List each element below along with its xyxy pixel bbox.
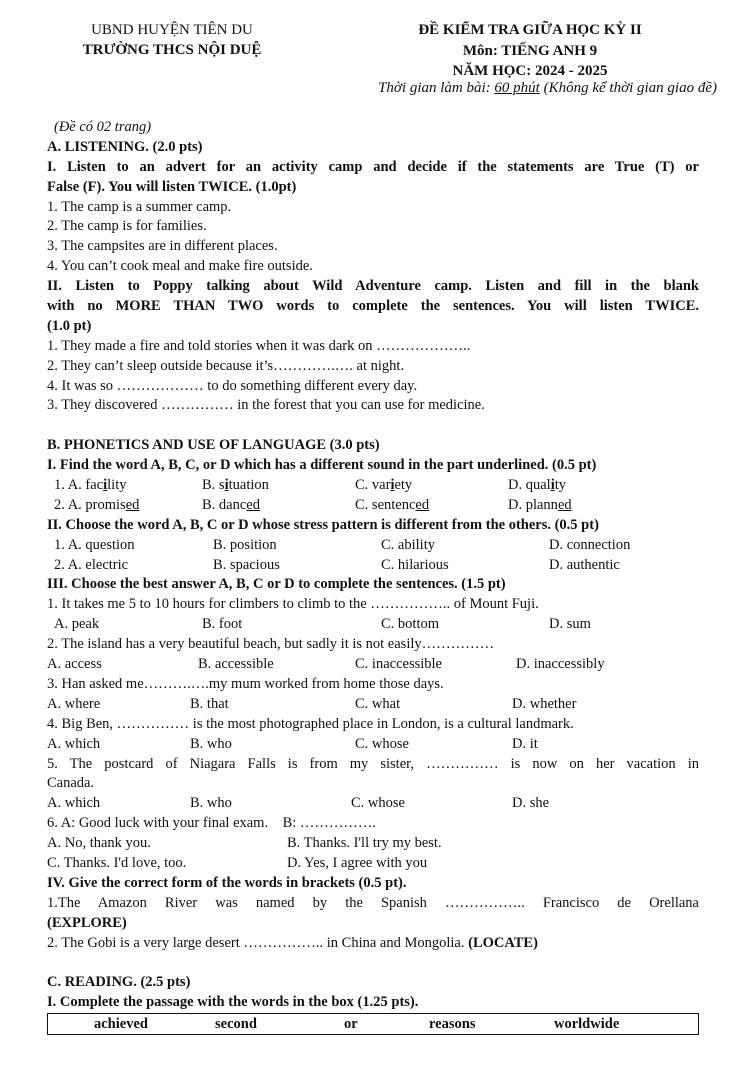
option-a: 2. A. promised <box>54 496 140 513</box>
option-c: C. sentenced <box>355 496 430 513</box>
option-c: C. ability <box>381 536 435 553</box>
district-name: UBND HUYỆN TIÊN DU <box>91 22 253 38</box>
listening-part2-title-a: II. Listen to Poppy talking about Wild Adventure camp. Listen and fill in the blank <box>47 278 699 295</box>
section-listening-title: A. LISTENING. (2.0 pts) <box>47 138 203 155</box>
question-options <box>47 476 699 496</box>
page-note: (Đề có 02 trang) <box>54 119 152 135</box>
question-text: 5. The postcard of Niagara Falls is from my sister, …………… is now on her vacation in <box>47 755 699 772</box>
question-options <box>47 496 699 516</box>
option-a: 1. A. facility <box>54 477 127 494</box>
list-item: 1. They made a fire and told stories when it was dark on ……………….. <box>47 337 471 354</box>
school-year: NĂM HỌC: 2024 - 2025 <box>452 63 608 79</box>
word-box <box>47 1013 699 1035</box>
section-phonetics-title: B. PHONETICS AND USE OF LANGUAGE (3.0 pts) <box>47 437 380 454</box>
question-options <box>47 655 699 675</box>
option-c: C. whose <box>355 735 409 752</box>
option-a: 1. A. question <box>54 536 135 553</box>
list-item: 3. They discovered …………… in the forest that you can use for medicine. <box>47 397 485 414</box>
question-text: 3. Han asked me……….….my mum worked from home those days. <box>47 675 444 692</box>
option-c: C. inaccessible <box>355 656 442 673</box>
header-left <box>62 20 282 60</box>
option-b: B. that <box>190 695 229 712</box>
question-text: Canada. <box>47 775 95 792</box>
listening-part1-title-a: I. Listen to an advert for an activity camp and decide if the statements are True (T) or <box>47 158 699 175</box>
list-item: 3. The campsites are in different places. <box>47 238 278 255</box>
option-d: D. sum <box>549 616 591 633</box>
option-a: A. which <box>47 735 101 752</box>
word-hint: (EXPLORE) <box>47 914 127 931</box>
option-a: 2. A. electric <box>54 556 129 573</box>
option-a: A. which <box>47 795 101 812</box>
phonetics-part1-title: I. Find the word A, B, C, or D which has a different sound in the part underlined. (0.5 pt) <box>47 457 597 474</box>
option-b: B. spacious <box>213 556 280 573</box>
time-prefix: Thời gian làm bài: <box>378 80 495 96</box>
question-body: 2. The Gobi is a very large desert …………….. in China and Mongolia. <box>47 934 469 951</box>
box-word: or <box>344 1016 358 1033</box>
question-text: 4. Big Ben, …………… is the most photographed place in London, is a cultural landmark. <box>47 715 574 732</box>
option-a: A. access <box>47 656 102 673</box>
question-options <box>47 735 699 755</box>
option-a: A. peak <box>54 616 100 633</box>
listening-part2-title-b: with no MORE THAN TWO words to complete the sentences. You will listen TWICE. <box>47 298 699 315</box>
option-b: B. foot <box>202 616 243 633</box>
option-d: D. planned <box>508 496 572 513</box>
header-right <box>360 20 700 82</box>
list-item: 4. It was so ……………… to do something different every day. <box>47 377 418 394</box>
box-word: achieved <box>94 1016 148 1033</box>
exam-subject: Môn: TIẾNG ANH 9 <box>462 42 598 59</box>
question-text: 1. It takes me 5 to 10 hours for climbers to climb to the …………….. of Mount Fuji. <box>47 596 539 613</box>
option-c: C. hilarious <box>381 556 449 573</box>
option-c: C. variety <box>355 477 413 494</box>
option-b: B. who <box>190 795 232 812</box>
question-options <box>47 536 699 556</box>
option-d: D. Yes, I agree with you <box>287 854 428 871</box>
spacer <box>47 416 699 436</box>
option-b: B. who <box>190 735 232 752</box>
question-options <box>47 615 699 635</box>
question-options <box>47 854 699 874</box>
option-d: D. quality <box>508 477 566 494</box>
question-options <box>47 695 699 715</box>
option-a: A. No, thank you. <box>47 835 151 852</box>
spacer <box>47 953 699 973</box>
list-item: 2. The camp is for families. <box>47 218 207 235</box>
option-d: D. whether <box>512 695 577 712</box>
question-options <box>47 834 699 854</box>
option-d: D. authentic <box>549 556 620 573</box>
option-c: C. what <box>355 695 401 712</box>
exam-title: ĐỀ KIỂM TRA GIỮA HỌC KỲ II <box>418 22 642 38</box>
question-text: 2. The island has a very beautiful beach, but sadly it is not easily…………… <box>47 636 495 653</box>
option-d: D. she <box>512 795 550 812</box>
section-reading-title: C. READING. (2.5 pts) <box>47 974 191 991</box>
listening-part2-title-c: (1.0 pt) <box>47 317 92 334</box>
box-word: reasons <box>429 1016 476 1033</box>
question-options <box>47 794 699 814</box>
listening-part1-title-b: False (F). You will listen TWICE. (1.0pt) <box>47 178 297 195</box>
phonetics-part4-title: IV. Give the correct form of the words in brackets (0.5 pt). <box>47 874 407 891</box>
reading-part1-title: I. Complete the passage with the words in the box (1.25 pts). <box>47 994 419 1011</box>
option-b: B. situation <box>202 477 269 494</box>
option-c: C. whose <box>351 795 405 812</box>
option-d: D. connection <box>549 536 631 553</box>
list-item: 2. They can’t sleep outside because it’s………….…. at night. <box>47 357 405 374</box>
time-value: 60 phút <box>494 80 540 96</box>
option-d: D. it <box>512 735 538 752</box>
question-text <box>47 934 699 954</box>
option-b: B. accessible <box>198 656 274 673</box>
box-word: worldwide <box>554 1016 620 1033</box>
option-d: D. inaccessibly <box>516 656 605 673</box>
exam-content <box>47 118 699 1035</box>
phonetics-part3-title: III. Choose the best answer A, B, C or D to complete the sentences. (1.5 pt) <box>47 576 506 593</box>
time-suffix: (Không kể thời gian giao đề) <box>539 80 717 96</box>
question-options <box>47 556 699 576</box>
word-hint: (LOCATE) <box>468 934 538 951</box>
option-c: C. Thanks. I'd love, too. <box>47 854 187 871</box>
school-name: TRƯỜNG THCS NỘI DUỆ <box>82 42 262 58</box>
list-item: 1. The camp is a summer camp. <box>47 198 232 215</box>
option-b: B. danced <box>202 496 260 513</box>
option-a: A. where <box>47 695 101 712</box>
option-c: C. bottom <box>381 616 440 633</box>
phonetics-part2-title: II. Choose the word A, B, C or D whose stress pattern is different from the others. (0.5 pt) <box>47 516 599 533</box>
list-item: 4. You can’t cook meal and make fire outside. <box>47 258 313 275</box>
question-text: 1.The Amazon River was named by the Spanish …………….. Francisco de Orellana <box>47 894 699 911</box>
question-text: 6. A: Good luck with your final exam. B: ……………. <box>47 815 377 832</box>
box-word: second <box>215 1016 257 1033</box>
option-b: B. position <box>213 536 277 553</box>
time-allowed <box>378 80 717 97</box>
option-b: B. Thanks. I'll try my best. <box>287 835 442 852</box>
